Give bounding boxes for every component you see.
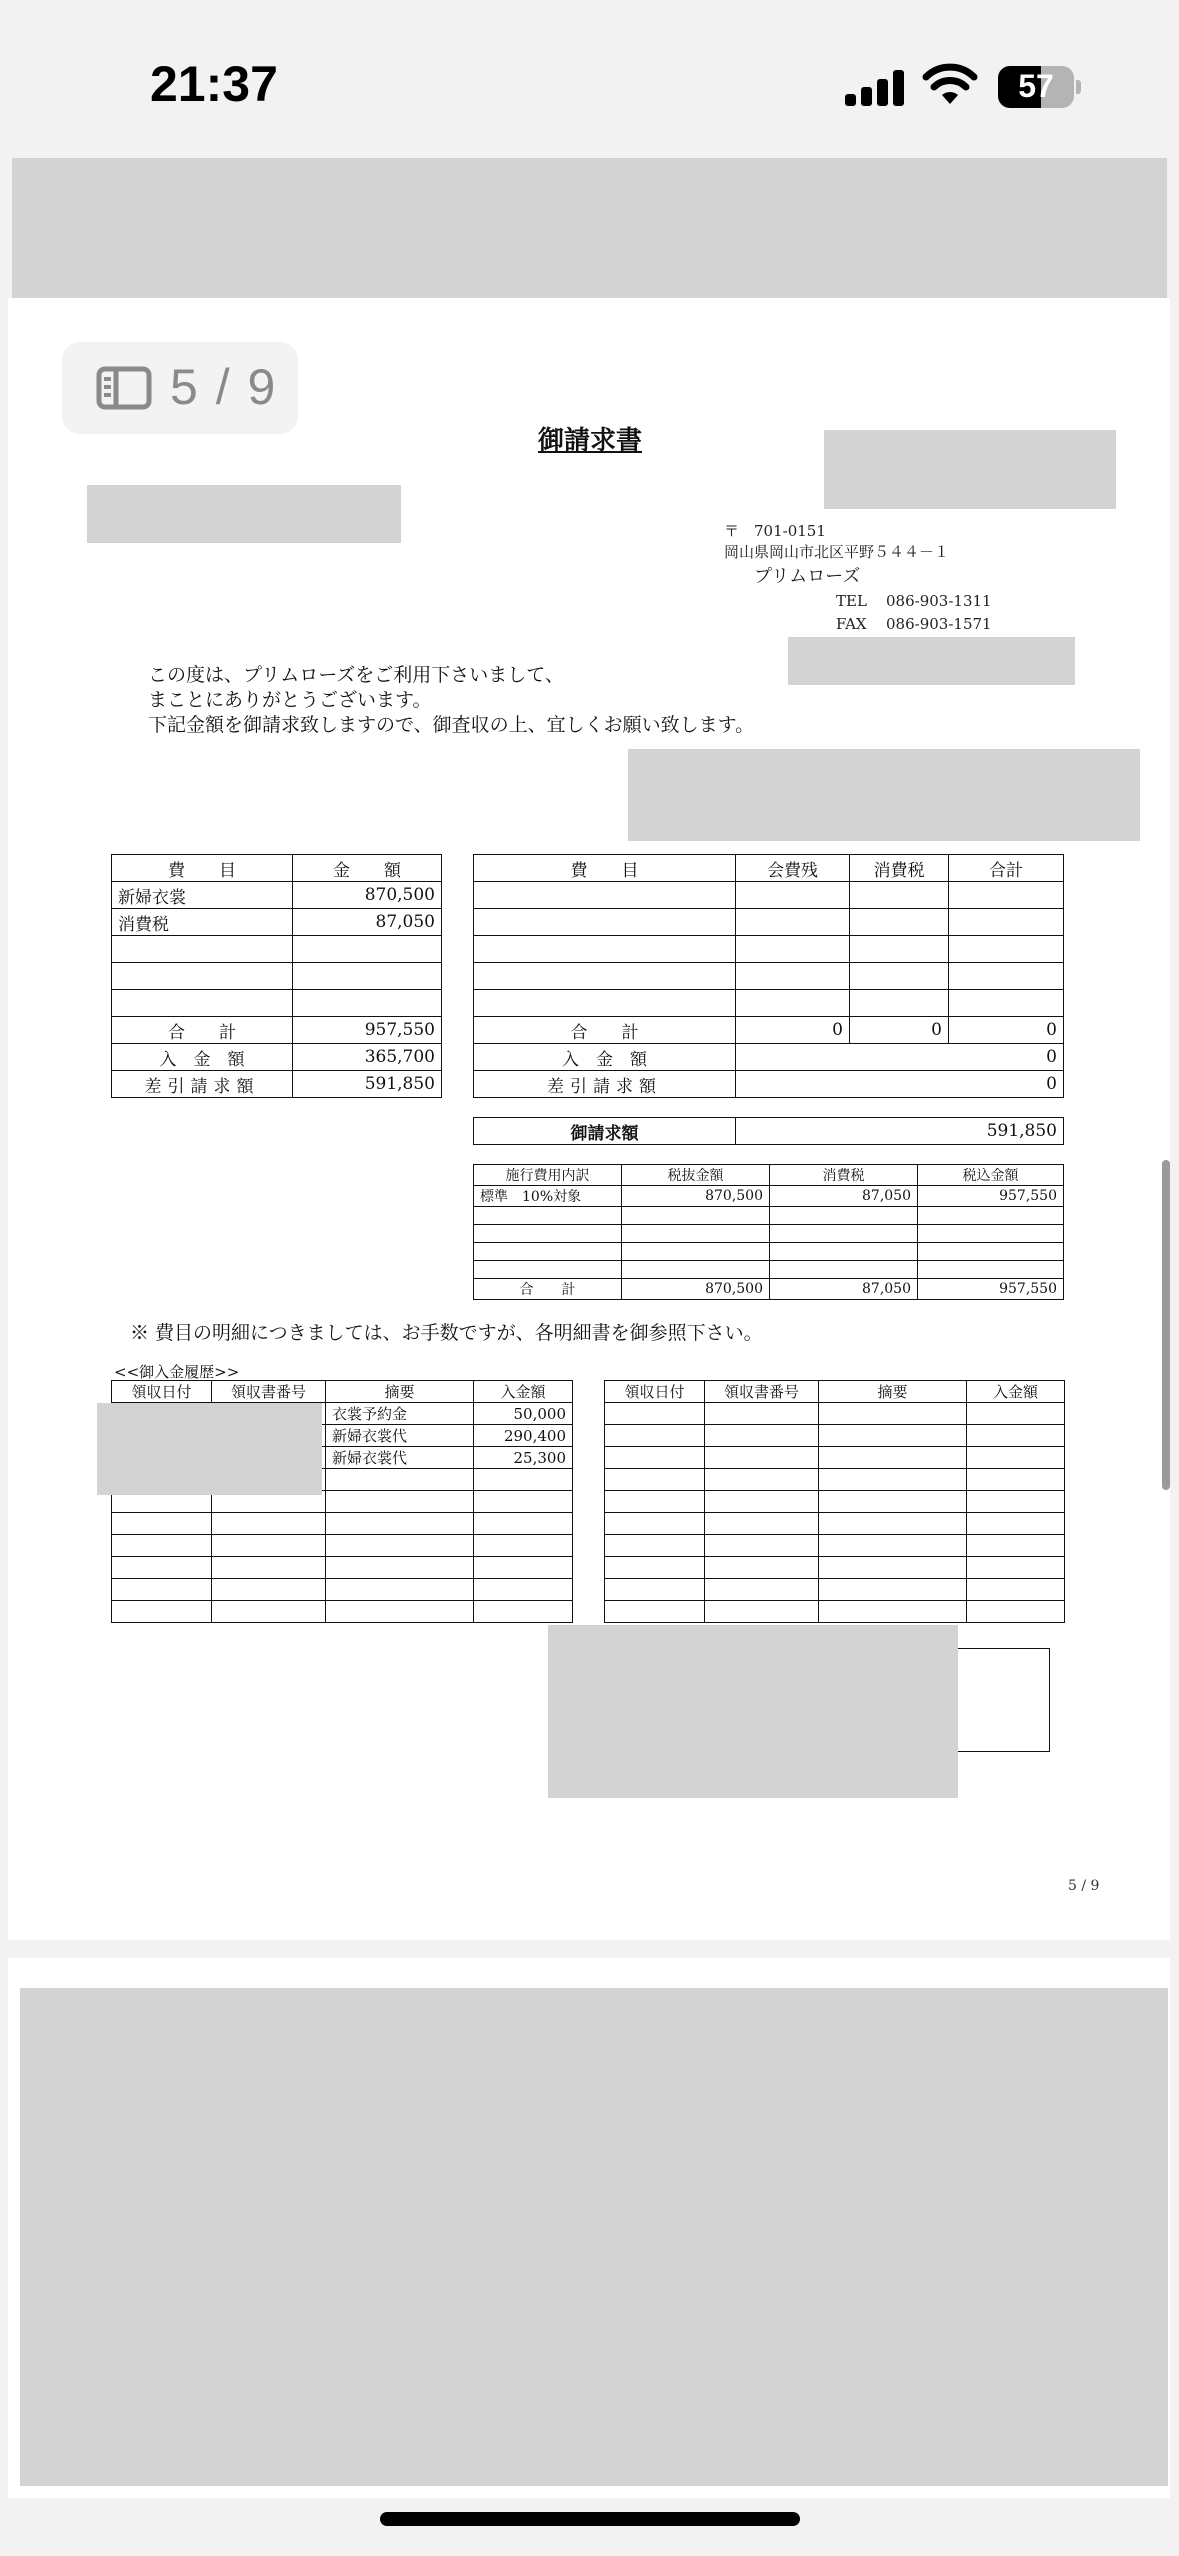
status-bar <box>0 0 1179 160</box>
empty-cell <box>474 1491 573 1513</box>
empty-cell <box>705 1425 819 1447</box>
empty-cell <box>819 1601 967 1623</box>
battery-icon <box>998 66 1074 108</box>
empty-cell <box>819 1579 967 1601</box>
empty-cell <box>326 1579 474 1601</box>
redacted-block <box>548 1625 958 1798</box>
empty-cell <box>949 990 1064 1017</box>
empty-cell <box>112 1601 212 1623</box>
sender-address: 岡山県岡山市北区平野５４４－１ <box>724 543 950 561</box>
table-row <box>112 936 442 963</box>
table-header-row <box>112 1381 573 1403</box>
membership-charges-table <box>473 854 1064 1098</box>
empty-cell <box>705 1535 819 1557</box>
header-receipt-date: 領収日付 <box>605 1381 705 1403</box>
total-label: 合 計 <box>112 1017 293 1044</box>
table-row <box>605 1491 1065 1513</box>
total-label: 合 計 <box>474 1017 736 1044</box>
header-description: 摘要 <box>819 1381 967 1403</box>
empty-cell <box>819 1403 967 1425</box>
invoice-amount-value: 591,850 <box>736 1118 1064 1145</box>
balance-row <box>474 1071 1064 1098</box>
empty-cell <box>605 1425 705 1447</box>
empty-cell <box>770 1243 918 1261</box>
empty-cell <box>112 1579 212 1601</box>
sender-name: プリムローズ <box>754 566 861 587</box>
empty-cell <box>819 1425 967 1447</box>
sender-fax: 086-903-1571 <box>886 615 992 633</box>
empty-cell <box>605 1601 705 1623</box>
empty-cell <box>474 909 736 936</box>
table-header-row <box>112 855 442 882</box>
empty-cell <box>212 1557 326 1579</box>
redacted-block <box>87 485 401 543</box>
page-indicator-text: 5 / 9 <box>170 359 278 415</box>
header-receipt-no: 領収書番号 <box>212 1381 326 1403</box>
empty-cell <box>326 1469 474 1491</box>
invoice-amount-table <box>473 1117 1064 1145</box>
page-indicator[interactable] <box>62 342 298 434</box>
table-row <box>605 1535 1065 1557</box>
empty-cell <box>705 1601 819 1623</box>
header-remaining: 会費残 <box>736 855 850 882</box>
payment-history-table-right <box>604 1380 1065 1623</box>
empty-cell <box>293 990 442 1017</box>
empty-cell <box>605 1557 705 1579</box>
paid-label: 入 金 額 <box>112 1044 293 1071</box>
table-row <box>112 963 442 990</box>
balance-value: 591,850 <box>293 1071 442 1098</box>
empty-cell <box>212 1601 326 1623</box>
table-row <box>112 1513 573 1535</box>
empty-cell <box>474 990 736 1017</box>
empty-cell <box>474 1243 622 1261</box>
payment-amount: 25,300 <box>474 1447 573 1469</box>
table-row <box>474 1186 1064 1207</box>
empty-cell <box>705 1557 819 1579</box>
empty-cell <box>474 1557 573 1579</box>
total-row <box>474 1017 1064 1044</box>
clock: 21:37 <box>150 56 278 112</box>
table-row <box>605 1557 1065 1579</box>
empty-cell <box>605 1535 705 1557</box>
table-row <box>474 1261 1064 1279</box>
table-row <box>112 1557 573 1579</box>
empty-cell <box>622 1207 770 1225</box>
empty-cell <box>474 1225 622 1243</box>
cost-breakdown-table <box>473 1164 1064 1300</box>
payment-history-label: <<御入金履歴>> <box>114 1363 240 1381</box>
table-row <box>605 1447 1065 1469</box>
breakdown-taxincl: 957,550 <box>918 1186 1064 1207</box>
item-amount: 87,050 <box>293 909 442 936</box>
empty-cell <box>112 990 293 1017</box>
empty-cell <box>850 990 949 1017</box>
table-row <box>474 1243 1064 1261</box>
page-footer-number: 5 / 9 <box>1068 1878 1100 1894</box>
empty-cell <box>850 963 949 990</box>
empty-cell <box>967 1579 1065 1601</box>
table-row <box>605 1579 1065 1601</box>
empty-cell <box>705 1513 819 1535</box>
empty-cell <box>705 1403 819 1425</box>
empty-cell <box>474 1601 573 1623</box>
greeting-line-1: この度は、プリムローズをご利用下さいまして、 <box>148 664 564 686</box>
empty-cell <box>850 882 949 909</box>
empty-cell <box>605 1403 705 1425</box>
header-tax: 消費税 <box>770 1165 918 1186</box>
empty-cell <box>705 1447 819 1469</box>
empty-cell <box>770 1261 918 1279</box>
table-row <box>474 1207 1064 1225</box>
empty-cell <box>819 1513 967 1535</box>
total-value: 957,550 <box>293 1017 442 1044</box>
battery-percent: 57 <box>1018 68 1054 104</box>
empty-cell <box>967 1513 1065 1535</box>
table-row <box>605 1513 1065 1535</box>
table-header-row <box>474 855 1064 882</box>
empty-cell <box>474 1261 622 1279</box>
table-row <box>605 1469 1065 1491</box>
breakdown-tax: 87,050 <box>770 1186 918 1207</box>
empty-cell <box>736 909 850 936</box>
empty-cell <box>850 909 949 936</box>
empty-cell <box>736 882 850 909</box>
table-row <box>474 990 1064 1017</box>
empty-cell <box>949 882 1064 909</box>
item-name: 新婦衣裳 <box>112 882 293 909</box>
empty-cell <box>326 1513 474 1535</box>
sidebar-icon <box>96 366 152 410</box>
empty-cell <box>819 1557 967 1579</box>
redacted-block <box>12 158 1167 298</box>
empty-cell <box>819 1491 967 1513</box>
payment-description: 衣裳予約金 <box>326 1403 474 1425</box>
total-remaining: 0 <box>736 1017 850 1044</box>
sender-tel-label: TEL <box>836 592 867 610</box>
empty-cell <box>112 936 293 963</box>
empty-cell <box>112 1513 212 1535</box>
home-indicator[interactable] <box>380 2512 800 2526</box>
empty-cell <box>967 1491 1065 1513</box>
empty-cell <box>918 1207 1064 1225</box>
empty-cell <box>212 1535 326 1557</box>
redacted-block <box>824 430 1116 509</box>
empty-cell <box>967 1469 1065 1491</box>
paid-label: 入 金 額 <box>474 1044 736 1071</box>
breakdown-category: 標準 10%対象 <box>474 1186 622 1207</box>
empty-cell <box>293 963 442 990</box>
empty-cell <box>112 1535 212 1557</box>
empty-cell <box>967 1403 1065 1425</box>
header-tax: 消費税 <box>850 855 949 882</box>
empty-cell <box>949 909 1064 936</box>
document-title: 御請求書 <box>537 426 642 456</box>
empty-cell <box>949 936 1064 963</box>
total-row <box>474 1279 1064 1300</box>
details-note: ※ 費目の明細につきましては、お手数ですが、各明細書を御参照下さい。 <box>130 1322 763 1344</box>
charges-table <box>111 854 442 1098</box>
empty-cell <box>474 963 736 990</box>
empty-cell <box>770 1225 918 1243</box>
empty-cell <box>605 1513 705 1535</box>
payment-amount: 50,000 <box>474 1403 573 1425</box>
empty-cell <box>474 1579 573 1601</box>
balance-label: 差引請求額 <box>474 1071 736 1098</box>
empty-cell <box>770 1207 918 1225</box>
empty-cell <box>705 1579 819 1601</box>
redacted-block <box>97 1403 322 1495</box>
empty-cell <box>212 1579 326 1601</box>
header-description: 摘要 <box>326 1381 474 1403</box>
empty-cell <box>326 1557 474 1579</box>
empty-cell <box>293 936 442 963</box>
header-paid-amount: 入金額 <box>967 1381 1065 1403</box>
table-row <box>112 990 442 1017</box>
breakdown-total-taxincl: 957,550 <box>918 1279 1064 1300</box>
table-row <box>112 882 442 909</box>
empty-cell <box>736 963 850 990</box>
empty-cell <box>622 1261 770 1279</box>
table-row <box>112 909 442 936</box>
empty-cell <box>622 1243 770 1261</box>
battery-tip <box>1076 80 1081 94</box>
wifi-icon <box>922 62 978 106</box>
breakdown-total-label: 合 計 <box>474 1279 622 1300</box>
sender-tel: 086-903-1311 <box>886 592 992 610</box>
invoice-amount-row <box>474 1118 1064 1145</box>
empty-cell <box>967 1601 1065 1623</box>
scrollbar-thumb[interactable] <box>1162 1160 1170 1490</box>
item-amount: 870,500 <box>293 882 442 909</box>
header-receipt-no: 領収書番号 <box>705 1381 819 1403</box>
empty-cell <box>474 1535 573 1557</box>
header-amount: 金 額 <box>293 855 442 882</box>
empty-cell <box>605 1579 705 1601</box>
table-row <box>474 1225 1064 1243</box>
empty-cell <box>736 936 850 963</box>
header-taxincl: 税込金額 <box>918 1165 1064 1186</box>
sender-postal: 〒 701-0151 <box>724 522 826 540</box>
header-paid-amount: 入金額 <box>474 1381 573 1403</box>
table-header-row <box>605 1381 1065 1403</box>
invoice-amount-label: 御請求額 <box>474 1118 736 1145</box>
empty-cell <box>605 1491 705 1513</box>
paid-value: 0 <box>736 1044 1064 1071</box>
empty-cell <box>326 1535 474 1557</box>
empty-cell <box>918 1243 1064 1261</box>
table-row <box>112 1535 573 1557</box>
header-item: 費 目 <box>112 855 293 882</box>
greeting-line-2: まことにありがとうございます。 <box>148 689 432 711</box>
empty-cell <box>112 1557 212 1579</box>
paid-row <box>474 1044 1064 1071</box>
table-row <box>474 909 1064 936</box>
breakdown-pretax: 870,500 <box>622 1186 770 1207</box>
empty-cell <box>112 963 293 990</box>
empty-cell <box>326 1491 474 1513</box>
item-name: 消費税 <box>112 909 293 936</box>
breakdown-total-pretax: 870,500 <box>622 1279 770 1300</box>
table-row <box>605 1601 1065 1623</box>
empty-cell <box>918 1225 1064 1243</box>
breakdown-total-tax: 87,050 <box>770 1279 918 1300</box>
empty-cell <box>605 1447 705 1469</box>
empty-cell <box>474 1469 573 1491</box>
empty-cell <box>967 1425 1065 1447</box>
paid-value: 365,700 <box>293 1044 442 1071</box>
table-row <box>474 936 1064 963</box>
empty-cell <box>622 1225 770 1243</box>
empty-cell <box>949 963 1064 990</box>
payment-amount: 290,400 <box>474 1425 573 1447</box>
redacted-block <box>628 749 1140 841</box>
empty-cell <box>605 1469 705 1491</box>
empty-cell <box>705 1491 819 1513</box>
empty-cell <box>736 990 850 1017</box>
balance-label: 差引請求額 <box>112 1071 293 1098</box>
total-sum: 0 <box>949 1017 1064 1044</box>
header-breakdown: 施行費用内訳 <box>474 1165 622 1186</box>
table-header-row <box>474 1165 1064 1186</box>
cellular-signal-icon <box>845 70 905 106</box>
total-row <box>112 1017 442 1044</box>
empty-cell <box>212 1513 326 1535</box>
header-pretax: 税抜金額 <box>622 1165 770 1186</box>
payment-description: 新婦衣裳代 <box>326 1447 474 1469</box>
empty-cell <box>967 1535 1065 1557</box>
total-tax: 0 <box>850 1017 949 1044</box>
empty-cell <box>850 936 949 963</box>
table-row <box>112 1601 573 1623</box>
table-row <box>474 882 1064 909</box>
empty-cell <box>967 1557 1065 1579</box>
table-row <box>605 1425 1065 1447</box>
payment-description: 新婦衣裳代 <box>326 1425 474 1447</box>
sender-fax-label: FAX <box>836 615 867 633</box>
empty-cell <box>474 1513 573 1535</box>
balance-row <box>112 1071 442 1098</box>
empty-cell <box>819 1469 967 1491</box>
empty-cell <box>967 1447 1065 1469</box>
empty-cell <box>326 1601 474 1623</box>
header-receipt-date: 領収日付 <box>112 1381 212 1403</box>
header-total: 合計 <box>949 855 1064 882</box>
header-item: 費 目 <box>474 855 736 882</box>
empty-cell <box>474 936 736 963</box>
greeting-line-3: 下記金額を御請求致しますので、御査収の上、宜しくお願い致します。 <box>148 714 755 736</box>
balance-value: 0 <box>736 1071 1064 1098</box>
table-row <box>112 1579 573 1601</box>
redacted-block <box>788 637 1075 685</box>
empty-cell <box>918 1261 1064 1279</box>
empty-cell <box>474 882 736 909</box>
empty-cell <box>474 1207 622 1225</box>
table-row <box>474 963 1064 990</box>
empty-cell <box>819 1535 967 1557</box>
paid-row <box>112 1044 442 1071</box>
empty-cell <box>705 1469 819 1491</box>
table-row <box>605 1403 1065 1425</box>
empty-cell <box>819 1447 967 1469</box>
redacted-block <box>20 1988 1168 2486</box>
